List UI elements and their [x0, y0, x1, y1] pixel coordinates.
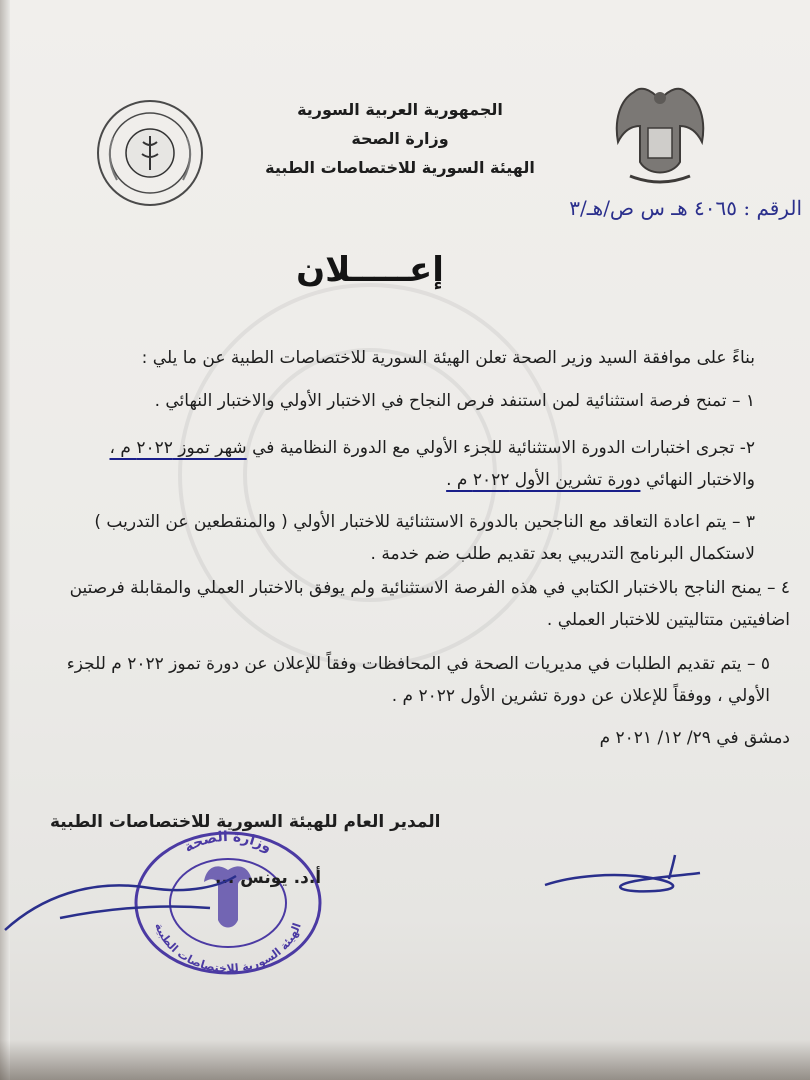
item-4-line-1: ٤ – يمنح الناجح بالاختبار الكتابي في هذه الفرصة الاستثنائية ولم يوفق بالاختبار العملي والمقابلة فرصتين: [69, 578, 790, 598]
item-2-line-1-text: ٢- تجرى اختبارات الدورة الاستثنائية للجزء الأولي مع الدورة النظامية في: [246, 438, 755, 458]
signatory-name: أ.د. يونس ...: [215, 868, 322, 888]
stamp-bottom-text: الهيئة السورية للاختصاصات الطبية: [152, 921, 304, 976]
header-republic: الجمهورية العربية السورية: [297, 100, 503, 119]
item-2-line-2-text: والاختبار النهائي: [640, 470, 755, 490]
signature-left: [0, 858, 240, 948]
item-5-line-1: ٥ – يتم تقديم الطلبات في مديريات الصحة في المحافظات وفقاً للإعلان عن دورة تموز ٢٠٢٢ م للجزء: [66, 654, 770, 674]
signature-right: [535, 845, 705, 905]
item-2-line-2-highlight: دورة تشرين الأول ٢٠٢٢ م .: [446, 470, 641, 490]
reference-value: ٤٠٦٥ هـ س ص/هـ/٣: [569, 196, 737, 220]
page-title: إعـــــلان: [296, 250, 444, 290]
item-5-line-2: الأولي ، ووفقاً للإعلان عن دورة تشرين الأول ٢٠٢٢ م .: [391, 686, 770, 706]
item-5: [20, 648, 770, 712]
header-ministry: وزارة الصحة: [351, 129, 449, 148]
document-header: [250, 95, 550, 182]
syrian-board-logo: [95, 98, 205, 208]
item-2-line-2: [35, 464, 755, 496]
intro-paragraph: [35, 342, 755, 374]
item-2: [35, 432, 755, 496]
signatory-title: المدير العام للهيئة السورية للاختصاصات الطبية: [50, 812, 441, 832]
reference-number: [569, 196, 802, 220]
item-3-line-1: ٣ – يتم اعادة التعاقد مع الناجحين بالدورة الاستثنائية للاختبار الأولي ( والمنقطعين عن التدريب ): [94, 512, 755, 532]
item-4-line-2: اضافيتين متتاليتين للاختبار العملي .: [546, 610, 790, 630]
stamp-top-text: وزارة الصحة: [181, 828, 275, 856]
reference-label: الرقم :: [743, 196, 802, 220]
item-1: [35, 385, 755, 417]
syrian-eagle-emblem-icon: [610, 80, 710, 190]
item-2-line-1: [35, 432, 755, 464]
item-3-line-2: لاستكمال البرنامج التدريبي بعد تقديم طلب ضم خدمة .: [370, 544, 755, 564]
item-2-line-1-highlight: شهر تموز ٢٠٢٢ م ،: [109, 438, 247, 458]
intro-text: بناءً على موافقة السيد وزير الصحة تعلن الهيئة السورية للاختصاصات الطبية عن ما يلي :: [141, 348, 755, 368]
issue-date: دمشق في ٢٩/ ١٢/ ٢٠٢١ م: [599, 728, 790, 748]
item-3: [35, 506, 755, 570]
item-4: [20, 572, 790, 636]
header-commission: الهيئة السورية للاختصاصات الطبية: [265, 158, 535, 177]
item-1-line-1: ١ – تمنح فرصة استثنائية لمن استنفد فرص النجاح في الاختبار الأولي والاختبار النهائي .: [154, 391, 755, 411]
page-shadow: [0, 1040, 810, 1080]
